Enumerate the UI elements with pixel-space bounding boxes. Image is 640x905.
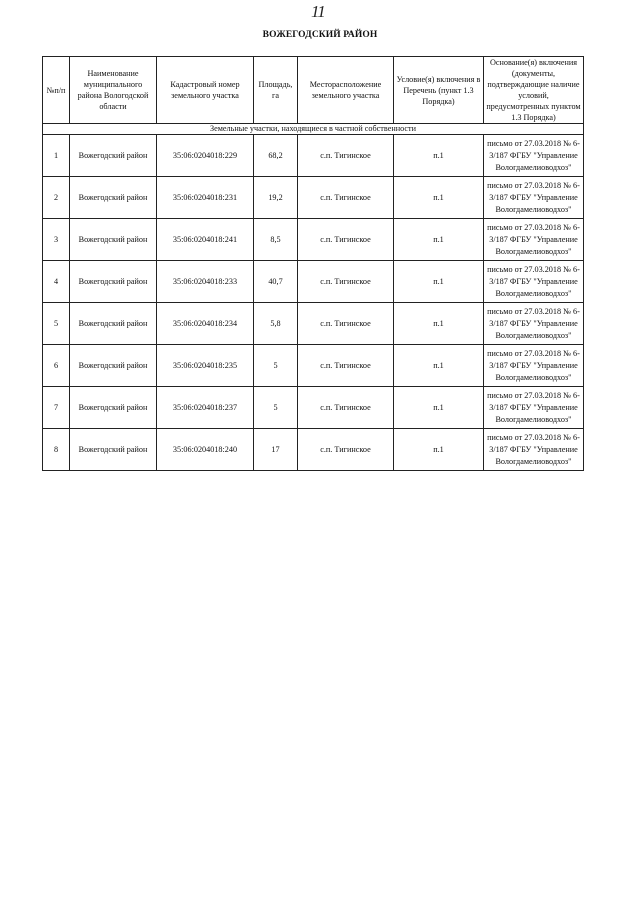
row-location: с.п. Тигинское: [298, 219, 394, 261]
row-number: 4: [43, 261, 70, 303]
row-area: 5: [254, 387, 298, 429]
row-condition: п.1: [394, 135, 484, 177]
row-basis: письмо от 27.03.2018 № 6-3/187 ФГБУ "Управление Вологдамелиоводхоз": [484, 177, 584, 219]
row-number: 2: [43, 177, 70, 219]
row-district: Вожегодский район: [70, 429, 157, 471]
header-cell-district: Наименование муниципального района Вологодской области: [70, 57, 157, 124]
row-cadastral-number: 35:06:0204018:233: [157, 261, 254, 303]
land-plots-table: [42, 56, 584, 471]
row-condition: п.1: [394, 261, 484, 303]
table-row: [43, 135, 584, 177]
row-basis: письмо от 27.03.2018 № 6-3/187 ФГБУ "Управление Вологдамелиоводхоз": [484, 303, 584, 345]
table-row: [43, 387, 584, 429]
table-row: [43, 345, 584, 387]
row-area: 8,5: [254, 219, 298, 261]
row-condition: п.1: [394, 387, 484, 429]
row-basis: письмо от 27.03.2018 № 6-3/187 ФГБУ "Управление Вологдамелиоводхоз": [484, 429, 584, 471]
row-district: Вожегодский район: [70, 387, 157, 429]
row-cadastral-number: 35:06:0204018:241: [157, 219, 254, 261]
row-condition: п.1: [394, 303, 484, 345]
row-basis: письмо от 27.03.2018 № 6-3/187 ФГБУ "Управление Вологдамелиоводхоз": [484, 261, 584, 303]
row-location: с.п. Тигинское: [298, 261, 394, 303]
row-condition: п.1: [394, 345, 484, 387]
table-header-row: [43, 57, 584, 124]
row-district: Вожегодский район: [70, 261, 157, 303]
row-cadastral-number: 35:06:0204018:237: [157, 387, 254, 429]
row-location: с.п. Тигинское: [298, 135, 394, 177]
table-row: [43, 429, 584, 471]
section-title: Земельные участки, находящиеся в частной собственности: [43, 124, 584, 135]
table-row: [43, 177, 584, 219]
row-cadastral-number: 35:06:0204018:235: [157, 345, 254, 387]
row-area: 17: [254, 429, 298, 471]
row-location: с.п. Тигинское: [298, 429, 394, 471]
row-location: с.п. Тигинское: [298, 345, 394, 387]
row-district: Вожегодский район: [70, 135, 157, 177]
row-condition: п.1: [394, 429, 484, 471]
header-cell-condition: Условие(я) включения в Перечень (пункт 1.3 Порядка): [394, 57, 484, 124]
row-area: 19,2: [254, 177, 298, 219]
row-cadastral-number: 35:06:0204018:240: [157, 429, 254, 471]
row-condition: п.1: [394, 219, 484, 261]
row-district: Вожегодский район: [70, 219, 157, 261]
row-location: с.п. Тигинское: [298, 387, 394, 429]
row-location: с.п. Тигинское: [298, 177, 394, 219]
header-cell-basis: Основание(я) включения (документы, подтверждающие наличие условий, предусмотренных пунктом 1.3 Порядка): [484, 57, 584, 124]
page-number: 11: [311, 2, 325, 21]
header-cell-location: Месторасположение земельного участка: [298, 57, 394, 124]
row-area: 5,8: [254, 303, 298, 345]
row-number: 7: [43, 387, 70, 429]
table-row: [43, 219, 584, 261]
row-area: 68,2: [254, 135, 298, 177]
row-cadastral-number: 35:06:0204018:229: [157, 135, 254, 177]
section-row: [43, 124, 584, 135]
row-district: Вожегодский район: [70, 177, 157, 219]
row-basis: письмо от 27.03.2018 № 6-3/187 ФГБУ "Управление Вологдамелиоводхоз": [484, 219, 584, 261]
row-number: 6: [43, 345, 70, 387]
row-district: Вожегодский район: [70, 345, 157, 387]
row-cadastral-number: 35:06:0204018:231: [157, 177, 254, 219]
row-district: Вожегодский район: [70, 303, 157, 345]
row-basis: письмо от 27.03.2018 № 6-3/187 ФГБУ "Управление Вологдамелиоводхоз": [484, 135, 584, 177]
row-number: 1: [43, 135, 70, 177]
header-cell-cadastral: Кадастровый номер земельного участка: [157, 57, 254, 124]
table-row: [43, 303, 584, 345]
row-basis: письмо от 27.03.2018 № 6-3/187 ФГБУ "Управление Вологдамелиоводхоз": [484, 387, 584, 429]
row-location: с.п. Тигинское: [298, 303, 394, 345]
page-title: ВОЖЕГОДСКИЙ РАЙОН: [262, 30, 378, 40]
row-number: 3: [43, 219, 70, 261]
header-cell-number: №п/п: [43, 57, 70, 124]
row-cadastral-number: 35:06:0204018:234: [157, 303, 254, 345]
table-row: [43, 261, 584, 303]
row-condition: п.1: [394, 177, 484, 219]
row-number: 8: [43, 429, 70, 471]
row-basis: письмо от 27.03.2018 № 6-3/187 ФГБУ "Управление Вологдамелиоводхоз": [484, 345, 584, 387]
header-cell-area: Площадь, га: [254, 57, 298, 124]
row-area: 5: [254, 345, 298, 387]
row-number: 5: [43, 303, 70, 345]
row-area: 40,7: [254, 261, 298, 303]
